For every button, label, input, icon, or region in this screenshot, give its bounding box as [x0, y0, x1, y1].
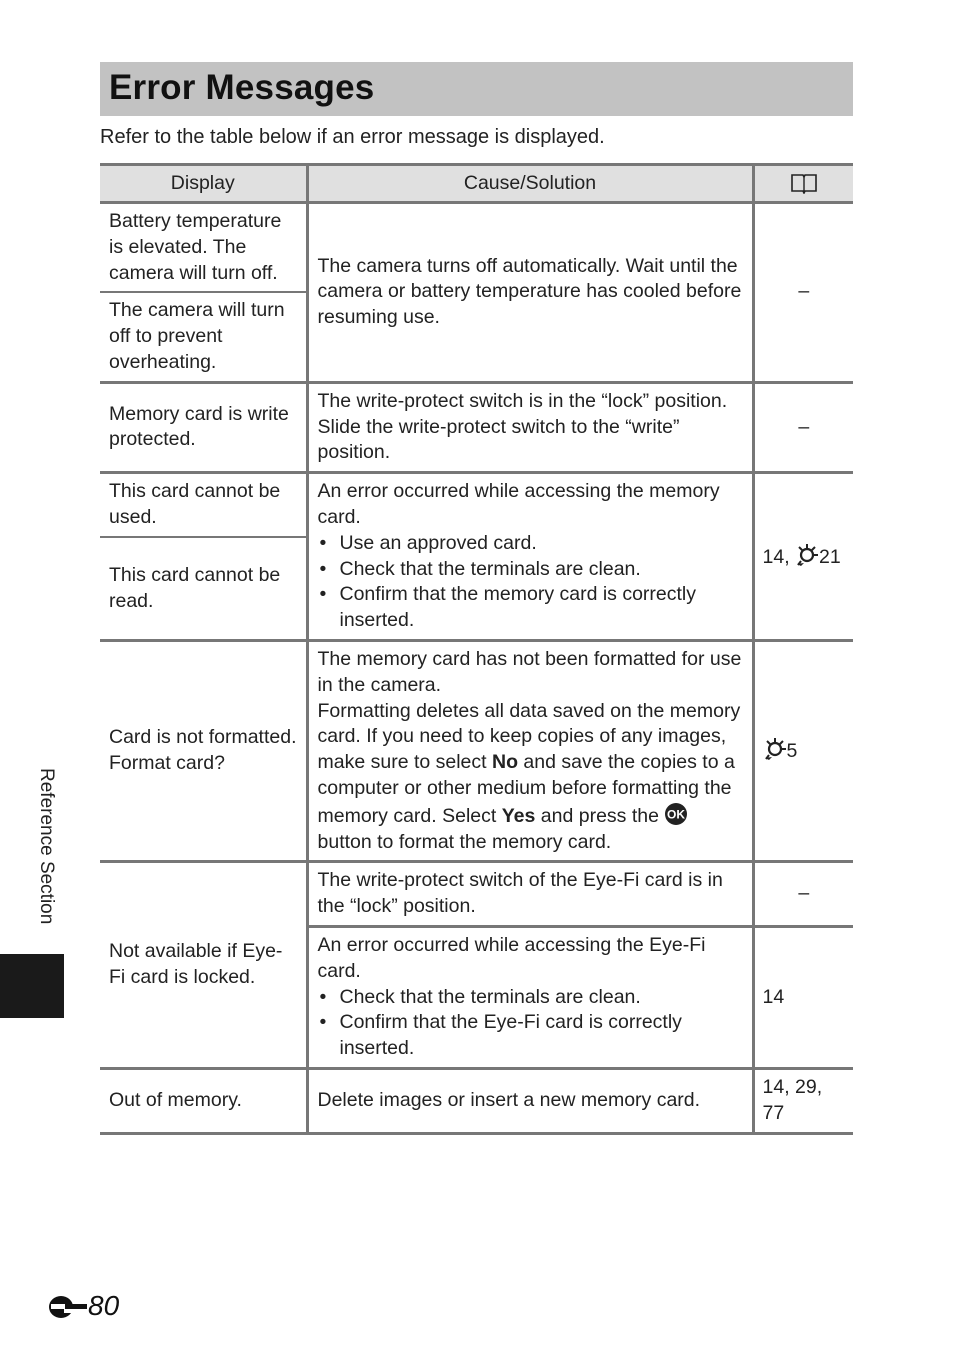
page-number-text: 80 — [88, 1290, 120, 1321]
table-row — [100, 203, 853, 293]
bullet-list — [318, 531, 744, 634]
list-item: • Check that the terminals are clean. — [318, 557, 744, 583]
table-row — [100, 1068, 853, 1133]
table-row — [100, 640, 853, 861]
ref-prefix: 14, — [762, 545, 790, 568]
cause-part: Formatting deletes all data saved on the memory card. If you need to keep copies of any images, make sure to select — [317, 699, 741, 774]
cause-out-of-memory: Delete images or insert a new memory card. — [307, 1068, 753, 1133]
table-row — [100, 862, 853, 927]
side-label — [35, 768, 59, 938]
cause-part: and press the — [540, 804, 659, 827]
table-row — [100, 382, 853, 472]
cause-write-protected: The write-protect switch is in the “lock” position. Slide the write-protect switch to the “write” position. — [307, 382, 753, 472]
cause-card-error — [307, 473, 753, 641]
display-card-cannot-be-read: This card cannot be read. — [100, 537, 307, 640]
ok-button-icon — [664, 802, 688, 826]
cause-not-formatted-2 — [318, 699, 744, 856]
display-not-formatted: Card is not formatted. Format card? — [100, 640, 307, 861]
intro-text: Refer to the table below if an error message is displayed. — [100, 126, 605, 148]
table-row — [100, 473, 853, 538]
yes-label: Yes — [501, 804, 536, 827]
error-table — [100, 163, 853, 1135]
display-battery-temp: Battery temperature is elevated. The camera will turn off. — [100, 203, 307, 293]
cause-not-formatted-1: The memory card has not been formatted for use in the camera. — [317, 647, 742, 696]
ref-out-of-memory: 14, 29, 77 — [753, 1068, 853, 1133]
cause-part: and save the copies to a computer or other medium before formatting the memory card. Select — [317, 751, 735, 827]
cause-card-error-text: An error occurred while accessing the memory card. — [317, 480, 720, 528]
ref-eyefi-error: 14 — [753, 926, 853, 1068]
header-display: Display — [100, 165, 307, 203]
side-label-text: Reference Section — [36, 768, 57, 925]
header-cause: Cause/Solution — [307, 165, 753, 203]
display-overheating: The camera will turn off to prevent overheating. — [100, 292, 307, 382]
ref-write-protected: – — [753, 382, 853, 472]
ref-card-error — [753, 473, 853, 641]
reference-section-icon — [763, 737, 787, 761]
cause-part: button to format the memory card. — [317, 830, 612, 853]
no-label: No — [492, 751, 518, 774]
list-item: • Confirm that the memory card is correctly inserted. — [318, 582, 744, 634]
page-title: Error Messages — [109, 68, 375, 107]
bullet-list — [318, 985, 744, 1062]
display-write-protected: Memory card is write protected. — [100, 382, 307, 472]
cause-temp: The camera turns off automatically. Wait until the camera or battery temperature has cooled before resuming use. — [307, 203, 753, 383]
ref-temp: – — [753, 203, 853, 383]
cause-eyefi-error-text: An error occurred while accessing the Eye-Fi card. — [317, 933, 706, 982]
section-tab — [0, 954, 64, 1018]
ref-eyefi-switch: – — [753, 862, 853, 927]
e-section-icon — [47, 1291, 87, 1321]
ref-not-formatted — [753, 640, 853, 861]
cause-eyefi-switch: The write-protect switch of the Eye-Fi card is in the “lock” position. — [307, 862, 753, 927]
table-header-row — [100, 165, 853, 203]
ref-suffix: 21 — [819, 545, 841, 568]
cause-not-formatted — [307, 640, 753, 861]
book-icon — [789, 172, 819, 194]
list-item: • Confirm that the Eye-Fi card is correctly inserted. — [318, 1010, 744, 1062]
page-number — [47, 1288, 119, 1324]
ref-suffix: 5 — [786, 740, 798, 763]
list-item: • Use an approved card. — [318, 531, 744, 557]
display-out-of-memory: Out of memory. — [100, 1068, 307, 1133]
svg-text:OK: OK — [667, 807, 686, 822]
header-ref — [753, 165, 853, 203]
display-card-cannot-be-used: This card cannot be used. — [100, 473, 307, 538]
reference-section-icon — [795, 543, 819, 567]
cause-eyefi-error — [307, 926, 753, 1068]
list-item: • Check that the terminals are clean. — [318, 985, 744, 1011]
title-bar — [100, 62, 853, 116]
display-eyefi-locked: Not available if Eye-Fi card is locked. — [100, 862, 307, 1069]
